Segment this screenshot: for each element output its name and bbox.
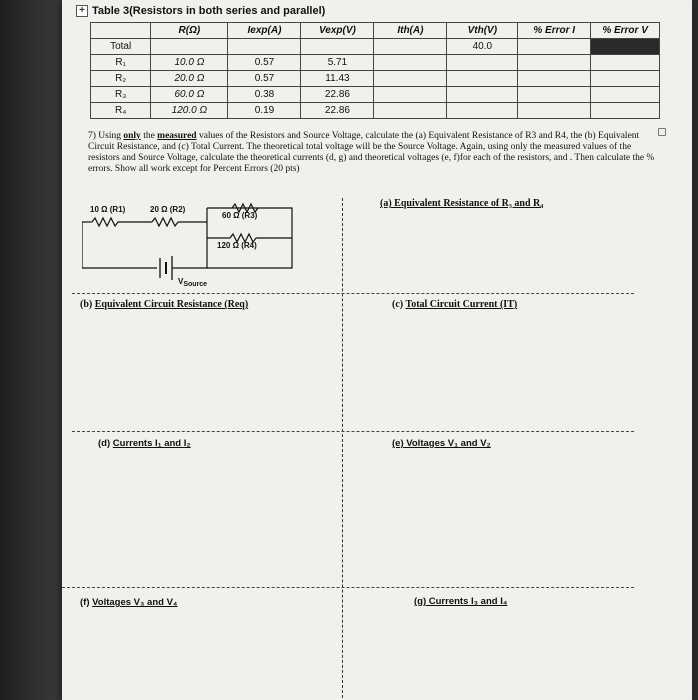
table-cell[interactable] xyxy=(518,55,591,71)
table-cell[interactable] xyxy=(374,103,447,119)
header-i-exp: Iexp(A) xyxy=(228,23,301,39)
i-exp-cell[interactable]: 0.19 xyxy=(228,103,301,119)
table-cell[interactable] xyxy=(374,71,447,87)
r2-resistor-icon xyxy=(152,218,178,226)
table-cell[interactable] xyxy=(301,39,374,55)
r1-label: 10 Ω (R1) xyxy=(90,205,126,214)
table-cell[interactable] xyxy=(374,39,447,55)
table-cell[interactable] xyxy=(591,103,660,119)
table-cell[interactable] xyxy=(374,87,447,103)
part-g-label: (g) Currents I₃ and I₄ xyxy=(414,596,508,607)
worksheet-page xyxy=(62,0,692,700)
vsource-label: VSource xyxy=(178,277,208,288)
row-label: R₃ xyxy=(91,87,151,103)
question-7-instructions xyxy=(88,131,658,175)
table-cell[interactable] xyxy=(518,87,591,103)
r2-label: 20 Ω (R2) xyxy=(150,205,186,214)
row-label: Total xyxy=(91,39,151,55)
table-header-row xyxy=(91,23,660,39)
v-exp-cell[interactable]: 11.43 xyxy=(301,71,374,87)
resistance-cell[interactable]: 120.0 Ω xyxy=(151,103,228,119)
question-number: 7) xyxy=(88,131,96,141)
table-cell[interactable] xyxy=(591,71,660,87)
instruction-text-1: Using xyxy=(98,131,121,141)
part-b-label: (b) Equivalent Circuit Resistance (Req) xyxy=(80,299,249,310)
header-error-v: % Error V xyxy=(591,23,660,39)
row-label: R₁ xyxy=(91,55,151,71)
table-row xyxy=(91,71,660,87)
table-cell[interactable] xyxy=(374,55,447,71)
resistance-cell[interactable]: 60.0 Ω xyxy=(151,87,228,103)
instruction-only: only xyxy=(123,131,141,141)
resistance-cell[interactable]: 20.0 Ω xyxy=(151,71,228,87)
resistance-cell[interactable]: 10.0 Ω xyxy=(151,55,228,71)
table-row xyxy=(91,87,660,103)
table-row xyxy=(91,55,660,71)
horizontal-divider xyxy=(62,587,634,588)
table-cell[interactable] xyxy=(447,87,518,103)
table-caption-text: Table 3(Resistors in both series and parallel) xyxy=(92,5,326,17)
v-exp-cell[interactable]: 22.86 xyxy=(301,103,374,119)
header-v-exp: Vexp(V) xyxy=(301,23,374,39)
part-e-label: (e) Voltages V₁ and V₂ xyxy=(392,438,491,449)
table-cell[interactable] xyxy=(591,87,660,103)
part-c-label: (c) Total Circuit Current (IT) xyxy=(392,299,518,310)
resistor-data-table xyxy=(90,22,660,119)
i-exp-cell[interactable]: 0.38 xyxy=(228,87,301,103)
table-cell[interactable] xyxy=(518,103,591,119)
row-label: R₂ xyxy=(91,71,151,87)
table-cell[interactable] xyxy=(447,55,518,71)
table-cell[interactable] xyxy=(591,55,660,71)
table-cell[interactable] xyxy=(518,71,591,87)
header-resistance: R(Ω) xyxy=(151,23,228,39)
page-shadow-edge xyxy=(0,0,62,700)
header-error-i: % Error I xyxy=(518,23,591,39)
header-blank xyxy=(91,23,151,39)
v-exp-cell[interactable]: 22.86 xyxy=(301,87,374,103)
total-v-th-cell[interactable]: 40.0 xyxy=(447,39,518,55)
table-row xyxy=(91,103,660,119)
horizontal-divider xyxy=(72,293,634,294)
row-label: R₄ xyxy=(91,103,151,119)
part-f-label: (f) Voltages V₃ and V₄ xyxy=(80,597,178,608)
table-row-total xyxy=(91,39,660,55)
r1-resistor-icon xyxy=(92,218,118,226)
table-move-handle-icon[interactable]: + xyxy=(76,5,88,17)
text-box-handle-icon[interactable] xyxy=(658,128,666,136)
i-exp-cell[interactable]: 0.57 xyxy=(228,71,301,87)
table-cell[interactable] xyxy=(518,39,591,55)
r3-label: 60 Ω (R3) xyxy=(222,211,258,220)
part-a-label: (a) Equivalent Resistance of R₃ and R₄ xyxy=(380,198,544,209)
header-v-th: Vth(V) xyxy=(447,23,518,39)
part-d-label: (d) Currents I₁ and I₂ xyxy=(98,438,191,449)
v-exp-cell[interactable]: 5.71 xyxy=(301,55,374,71)
i-exp-cell[interactable]: 0.57 xyxy=(228,55,301,71)
instruction-text-2: the xyxy=(143,131,155,141)
instruction-measured: measured xyxy=(157,131,197,141)
r4-label: 120 Ω (R4) xyxy=(217,241,257,250)
circuit-wire xyxy=(177,208,207,268)
table-cell[interactable] xyxy=(447,71,518,87)
circuit-diagram xyxy=(82,200,352,290)
instruction-text-3: values of the Resistors and Source Voltage, calculate the (a) Equivalent Resistance of R3 and R4, the (b) Equivalent Circuit Resistance, and (c) Total Current. The theoretical total voltage will be the Source Voltage. Again, using only the measured values of the resistors and Source Voltage, calculate the theoretical currents (d, g) and theoretical voltages (e, f)for each of the resistors, and . Then calculate the % errors. Show all work except for Percent Errors (20 pts) xyxy=(88,131,655,174)
table-caption xyxy=(76,5,325,17)
vertical-divider xyxy=(342,198,343,698)
circuit-wire xyxy=(82,222,157,268)
table-cell[interactable] xyxy=(151,39,228,55)
table-cell[interactable] xyxy=(447,103,518,119)
horizontal-divider xyxy=(72,431,634,432)
table-cell-shaded xyxy=(591,39,660,55)
header-i-th: Ith(A) xyxy=(374,23,447,39)
table-cell[interactable] xyxy=(228,39,301,55)
